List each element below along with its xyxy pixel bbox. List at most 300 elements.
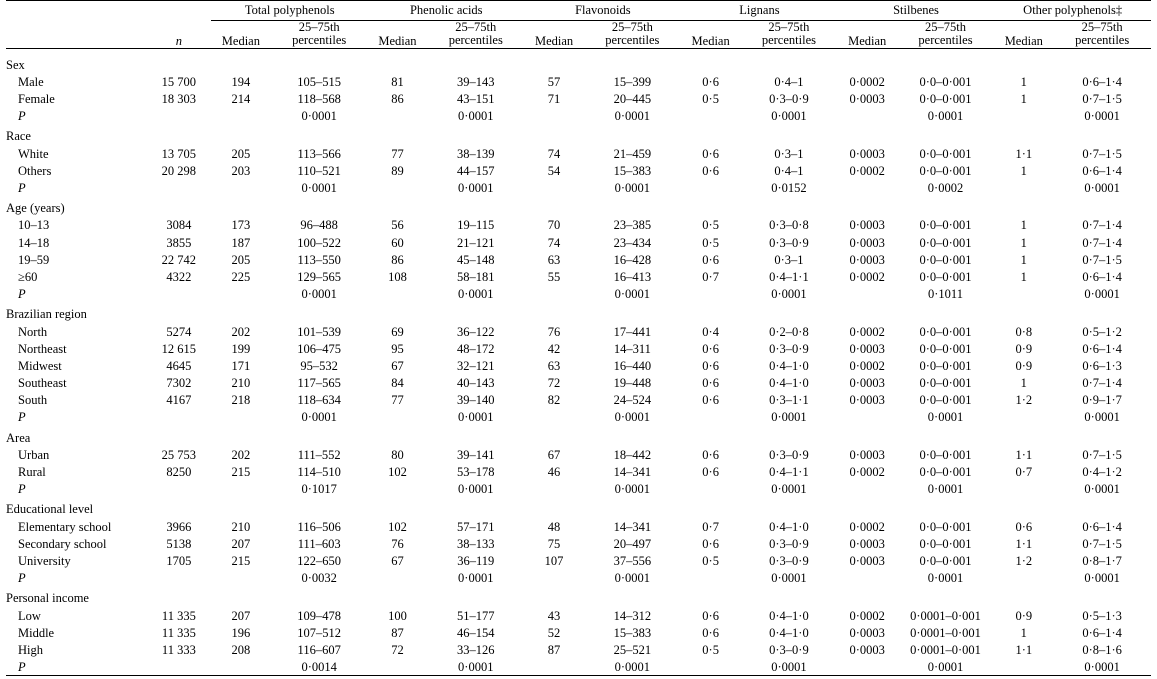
p-value-cell (994, 408, 1053, 425)
cell-median: 52 (547, 625, 561, 640)
row-n: 7302 (166, 376, 192, 391)
cell-iqr: 0·3–0·9 (769, 536, 809, 551)
empty-cell (146, 302, 211, 322)
table-row (6, 267, 1151, 284)
empty-cell (146, 196, 211, 216)
cell-iqr: 0·3–0·9 (769, 92, 809, 107)
empty-cell (681, 196, 740, 216)
cell-median: 0·0003 (849, 341, 885, 356)
cell-median: 1 (1020, 218, 1027, 233)
row-n: 3855 (166, 235, 192, 250)
cell-iqr: 0·0–0·001 (919, 74, 972, 89)
empty-cell (270, 124, 368, 144)
cell-iqr: 0·7–1·5 (1082, 447, 1122, 462)
p-value-row (6, 107, 1151, 124)
cell-iqr: 116–607 (297, 642, 341, 657)
p-value-cell (211, 178, 270, 195)
p-value-cell (525, 480, 584, 497)
sub-header-median-5: Median (848, 33, 887, 48)
cell-iqr: 109–478 (297, 608, 342, 623)
group-header-row (6, 4, 1151, 20)
p-value-cell: 0·0001 (458, 571, 494, 586)
p-value-cell: 0·0001 (1084, 181, 1120, 195)
cell-median: 1 (1020, 74, 1027, 89)
p-value-cell: 0·0001 (927, 109, 964, 124)
cell-median: 82 (547, 393, 561, 408)
cell-median: 1·2 (1015, 393, 1033, 408)
cell-iqr: 129–565 (297, 269, 342, 284)
cell-median: 0·0003 (849, 642, 885, 657)
cell-iqr: 0·0–0·001 (919, 252, 972, 267)
row-n: 12 615 (161, 341, 197, 356)
p-value-label: P (18, 109, 26, 124)
cell-median: 70 (547, 218, 561, 233)
cell-median: 1 (1020, 376, 1027, 391)
cell-iqr: 101–539 (297, 324, 342, 339)
iqr-line-1: 25–75th (455, 19, 497, 34)
cell-median: 0·8 (1015, 324, 1033, 339)
empty-cell (897, 425, 995, 445)
empty-cell (427, 302, 525, 322)
empty-cell (838, 425, 897, 445)
empty-cell (897, 586, 995, 606)
cell-median: 1 (1020, 625, 1027, 640)
cell-iqr: 0·0–0·001 (919, 324, 972, 339)
row-n: 25 753 (161, 447, 197, 462)
empty-cell (146, 107, 211, 124)
p-value-cell (368, 284, 427, 301)
empty-cell (211, 196, 270, 216)
sub-header-row (6, 20, 1151, 49)
row-n: 5274 (166, 324, 192, 339)
cell-iqr: 0·7–1·5 (1082, 92, 1122, 107)
row-label: Low (18, 608, 41, 623)
empty-cell (6, 20, 146, 49)
cell-median: 0·0002 (849, 74, 885, 89)
cell-median: 171 (231, 358, 251, 373)
row-label: Southeast (18, 376, 67, 391)
empty-cell (584, 124, 682, 144)
cell-iqr: 0·4–1 (774, 163, 804, 178)
cell-iqr: 0·9–1·7 (1082, 393, 1122, 408)
cell-iqr: 23–385 (613, 218, 652, 233)
p-value-cell (368, 657, 427, 675)
row-n: 5138 (166, 536, 192, 551)
p-value-cell: 0·0001 (614, 410, 651, 425)
empty-cell (994, 196, 1053, 216)
cell-median: 207 (231, 608, 251, 623)
table-row (6, 339, 1151, 356)
empty-cell (525, 196, 584, 216)
cell-iqr: 33–126 (457, 642, 495, 657)
p-value-label: P (18, 482, 26, 497)
p-value-cell (211, 568, 270, 585)
p-value-cell (838, 480, 897, 497)
cell-median: 207 (231, 536, 251, 551)
cell-iqr: 15–383 (613, 625, 652, 640)
cell-median: 202 (231, 447, 251, 462)
cell-median: 76 (391, 536, 404, 551)
p-value-cell: 0·0001 (927, 410, 964, 425)
empty-cell (584, 196, 682, 216)
cell-iqr: 0·7–1·4 (1082, 235, 1122, 250)
cell-iqr: 0·0–0·001 (919, 92, 972, 107)
empty-cell (1053, 196, 1151, 216)
cell-iqr: 0·0–0·001 (919, 218, 972, 233)
cell-iqr: 38–133 (457, 536, 495, 551)
empty-cell (838, 52, 897, 72)
cell-median: 74 (547, 146, 561, 161)
row-label: 10–13 (18, 218, 50, 233)
empty-cell (270, 196, 368, 216)
cell-iqr: 0·4–1·0 (769, 519, 809, 534)
cell-median: 67 (547, 447, 561, 462)
p-value-cell: 0·0001 (771, 571, 807, 586)
p-value-cell (368, 480, 427, 497)
empty-cell (368, 196, 427, 216)
empty-cell (146, 480, 211, 497)
empty-cell (838, 302, 897, 322)
cell-median: 0·9 (1015, 608, 1033, 623)
row-n: 8250 (166, 465, 192, 479)
empty-cell (6, 4, 146, 20)
cell-median: 205 (231, 252, 251, 267)
cell-iqr: 96–488 (300, 218, 338, 233)
cell-iqr: 19–115 (457, 218, 495, 233)
cell-median: 95 (391, 341, 404, 356)
empty-cell (146, 408, 211, 425)
p-value-cell: 0·0001 (1084, 109, 1120, 124)
cell-median: 81 (391, 74, 404, 89)
cell-iqr: 46–154 (457, 625, 495, 640)
sub-header-median-3: Median (534, 33, 574, 48)
cell-median: 1·1 (1015, 642, 1033, 657)
p-value-cell (838, 284, 897, 301)
cell-iqr: 107–512 (297, 625, 342, 640)
cell-iqr: 36–119 (457, 553, 495, 568)
cell-iqr: 114–510 (297, 465, 341, 479)
cell-median: 89 (391, 163, 404, 178)
section-title-row (6, 196, 1151, 216)
p-value-cell: 0·0001 (458, 660, 494, 675)
table-row (6, 72, 1151, 89)
p-value-cell (368, 107, 427, 124)
empty-cell (584, 586, 682, 606)
table-row (6, 356, 1151, 373)
cell-iqr: 32–121 (457, 358, 495, 373)
cell-median: 0·0003 (849, 218, 885, 233)
cell-median: 0·0003 (849, 376, 885, 391)
p-value-cell (211, 107, 270, 124)
cell-iqr: 39–143 (457, 74, 495, 89)
cell-iqr: 25–521 (613, 642, 652, 657)
empty-cell (994, 586, 1053, 606)
cell-iqr: 0·7–1·5 (1082, 252, 1122, 267)
empty-cell (525, 124, 584, 144)
p-value-cell (838, 408, 897, 425)
cell-median: 86 (391, 252, 404, 267)
cell-median: 0·0003 (849, 146, 885, 161)
cell-iqr: 110–521 (297, 163, 341, 178)
p-value-row (6, 568, 1151, 585)
p-value-cell (681, 284, 740, 301)
cell-iqr: 0·3–0·9 (769, 447, 809, 462)
empty-cell (146, 425, 211, 445)
cell-iqr: 39–141 (457, 447, 495, 462)
empty-cell (270, 586, 368, 606)
row-n: 20 298 (161, 163, 197, 178)
p-value-cell (211, 480, 270, 497)
cell-iqr: 0·4–1·1 (769, 269, 809, 284)
p-value-cell (681, 657, 740, 675)
cell-iqr: 0·6–1·4 (1082, 519, 1122, 534)
p-value-cell: 0·0001 (614, 181, 651, 195)
empty-cell (681, 425, 740, 445)
p-value-cell (368, 178, 427, 195)
section-title: Age (years) (6, 201, 65, 216)
cell-iqr: 0·0001–0·001 (910, 608, 981, 623)
cell-median: 210 (231, 519, 251, 534)
row-label: High (18, 642, 43, 657)
cell-iqr: 57–171 (457, 519, 495, 534)
table-row (6, 216, 1151, 233)
section-title: Area (6, 430, 31, 445)
cell-iqr: 0·6–1·3 (1082, 358, 1122, 373)
p-value-cell: 0·0001 (458, 482, 494, 497)
empty-cell (897, 52, 995, 72)
row-label: Midwest (18, 358, 62, 373)
cell-iqr: 0·3–1·1 (769, 393, 809, 408)
p-value-cell: 0·0001 (614, 660, 651, 675)
cell-median: 0·6 (702, 376, 719, 391)
cell-iqr: 0·6–1·4 (1082, 163, 1122, 178)
table-row (6, 551, 1151, 568)
cell-median: 0·0002 (849, 163, 885, 178)
cell-iqr: 0·0–0·001 (919, 553, 972, 568)
cell-median: 87 (391, 625, 404, 640)
table-row (6, 640, 1151, 657)
cell-iqr: 40–143 (457, 376, 495, 391)
p-value-cell (368, 568, 427, 585)
empty-cell (525, 52, 584, 72)
row-n: 11 335 (161, 608, 196, 623)
empty-cell (994, 425, 1053, 445)
cell-median: 84 (391, 376, 404, 391)
empty-cell (525, 425, 584, 445)
p-value-label: P (18, 410, 26, 425)
iqr-line-1: 25–75th (611, 19, 653, 34)
cell-median: 0·6 (702, 163, 719, 178)
empty-cell (740, 497, 838, 517)
p-value-cell: 0·0001 (301, 181, 337, 195)
iqr-line-1: 25–75th (1081, 19, 1123, 34)
cell-median: 225 (231, 269, 251, 284)
cell-iqr: 100–522 (297, 235, 342, 250)
cell-iqr: 24–524 (613, 393, 652, 408)
cell-median: 1 (1020, 163, 1027, 178)
cell-iqr: 0·4–1·0 (769, 625, 809, 640)
group-header-phenolic-acids: Phenolic acids (368, 4, 525, 20)
cell-iqr: 58–181 (457, 269, 495, 284)
group-header-total-polyphenols: Total polyphenols (211, 4, 368, 20)
cell-iqr: 48–172 (457, 341, 495, 356)
p-value-row (6, 408, 1151, 425)
empty-cell (368, 586, 427, 606)
cell-iqr: 0·6–1·4 (1082, 341, 1122, 356)
p-value-cell (681, 568, 740, 585)
table-row (6, 161, 1151, 178)
cell-iqr: 0·6–1·4 (1082, 625, 1122, 640)
cell-iqr: 15–399 (613, 74, 652, 89)
cell-median: 63 (547, 358, 561, 373)
sub-header-median-2: Median (378, 33, 417, 48)
empty-cell (584, 425, 682, 445)
p-value-cell (838, 568, 897, 585)
row-n: 4322 (166, 269, 192, 284)
p-value-label: P (18, 287, 26, 302)
cell-iqr: 0·7–1·5 (1082, 536, 1122, 551)
cell-iqr: 0·6–1·4 (1082, 74, 1122, 89)
cell-iqr: 0·4–1·0 (769, 376, 809, 391)
cell-median: 1·2 (1015, 553, 1033, 568)
cell-median: 56 (391, 218, 404, 233)
p-value-cell (525, 657, 584, 675)
p-value-cell (681, 107, 740, 124)
cell-median: 108 (388, 269, 407, 284)
row-label: Northeast (18, 341, 67, 356)
empty-cell (368, 425, 427, 445)
empty-cell (427, 586, 525, 606)
group-header-lignans: Lignans (681, 4, 838, 20)
p-value-cell: 0·0001 (1084, 660, 1120, 675)
cell-median: 0·0003 (849, 536, 885, 551)
cell-median: 0·9 (1015, 341, 1033, 356)
cell-iqr: 0·0–0·001 (919, 447, 972, 462)
empty-cell (897, 124, 995, 144)
cell-iqr: 15–383 (613, 163, 652, 178)
empty-cell (427, 52, 525, 72)
cell-median: 76 (547, 324, 561, 339)
p-value-row (6, 657, 1151, 675)
p-value-cell: 0·0001 (458, 287, 494, 302)
p-value-cell (368, 408, 427, 425)
cell-iqr: 0·7–1·4 (1082, 218, 1122, 233)
bottom-rule (6, 675, 1151, 679)
row-label: North (18, 324, 48, 339)
cell-median: 173 (231, 218, 251, 233)
cell-median: 71 (547, 92, 561, 107)
empty-cell (146, 586, 211, 606)
table-row (6, 89, 1151, 106)
cell-iqr: 0·3–0·9 (769, 553, 809, 568)
cell-iqr: 0·8–1·7 (1082, 553, 1122, 568)
table-row (6, 373, 1151, 390)
p-value-label: P (18, 181, 26, 195)
cell-median: 0·5 (702, 553, 719, 568)
cell-iqr: 44–157 (457, 163, 495, 178)
cell-median: 46 (547, 465, 561, 479)
empty-cell (681, 302, 740, 322)
cell-iqr: 0·3–1 (774, 252, 804, 267)
cell-iqr: 0·8–1·6 (1082, 642, 1122, 657)
p-value-cell: 0·0001 (301, 287, 337, 302)
cell-iqr: 0·0–0·001 (919, 269, 972, 284)
empty-cell (740, 425, 838, 445)
cell-iqr: 16–428 (613, 252, 652, 267)
row-n: 18 303 (161, 92, 197, 107)
table-row (6, 322, 1151, 339)
cell-median: 0·0002 (849, 465, 885, 479)
cell-iqr: 14–341 (613, 519, 652, 534)
cell-median: 0·6 (702, 625, 719, 640)
row-n: 11 333 (161, 642, 196, 657)
p-value-cell (994, 657, 1053, 675)
empty-cell (270, 425, 368, 445)
row-label: Others (18, 163, 52, 178)
empty-cell (681, 586, 740, 606)
row-label: 14–18 (18, 235, 50, 250)
group-header-other-polyphenols: Other polyphenols‡ (994, 4, 1151, 20)
p-value-cell: 0·0001 (614, 109, 651, 124)
cell-iqr: 0·7–1·5 (1082, 146, 1122, 161)
row-n: 11 335 (161, 625, 196, 640)
cell-median: 69 (391, 324, 404, 339)
empty-cell (838, 124, 897, 144)
cell-iqr: 0·0–0·001 (919, 393, 972, 408)
empty-cell (681, 497, 740, 517)
row-label: Elementary school (18, 519, 112, 534)
cell-median: 0·6 (702, 536, 719, 551)
table-row (6, 250, 1151, 267)
row-label: ≥60 (18, 269, 38, 284)
empty-cell (368, 497, 427, 517)
table-row (6, 391, 1151, 408)
empty-cell (368, 302, 427, 322)
empty-cell (740, 196, 838, 216)
cell-iqr: 38–139 (457, 146, 495, 161)
cell-iqr: 0·0–0·001 (919, 235, 972, 250)
cell-median: 210 (231, 376, 251, 391)
p-value-cell: 0·0001 (771, 287, 807, 302)
row-label: South (18, 393, 48, 408)
iqr-line-1: 25–75th (298, 19, 340, 34)
cell-median: 0·6 (702, 341, 719, 356)
cell-median: 0·0002 (849, 608, 885, 623)
cell-median: 54 (547, 163, 561, 178)
cell-median: 102 (388, 519, 407, 534)
cell-iqr: 0·0–0·001 (919, 465, 972, 479)
table-row (6, 534, 1151, 551)
section-title: Educational level (6, 502, 94, 517)
cell-median: 1 (1020, 235, 1027, 250)
empty-cell (838, 196, 897, 216)
iqr-line-1: 25–75th (925, 19, 966, 34)
p-value-cell: 0·0014 (301, 660, 337, 675)
cell-median: 0·7 (702, 519, 719, 534)
empty-cell (146, 178, 211, 195)
p-value-cell: 0·1017 (301, 482, 337, 497)
p-value-row (6, 284, 1151, 301)
cell-median: 196 (231, 625, 251, 640)
empty-cell (211, 124, 270, 144)
empty-cell (838, 586, 897, 606)
sub-header-iqr-5 (897, 20, 995, 49)
cell-iqr: 106–475 (297, 341, 342, 356)
cell-median: 67 (391, 358, 404, 373)
sub-header-median-1: Median (221, 33, 260, 48)
cell-median: 214 (231, 92, 251, 107)
cell-median: 67 (391, 553, 404, 568)
